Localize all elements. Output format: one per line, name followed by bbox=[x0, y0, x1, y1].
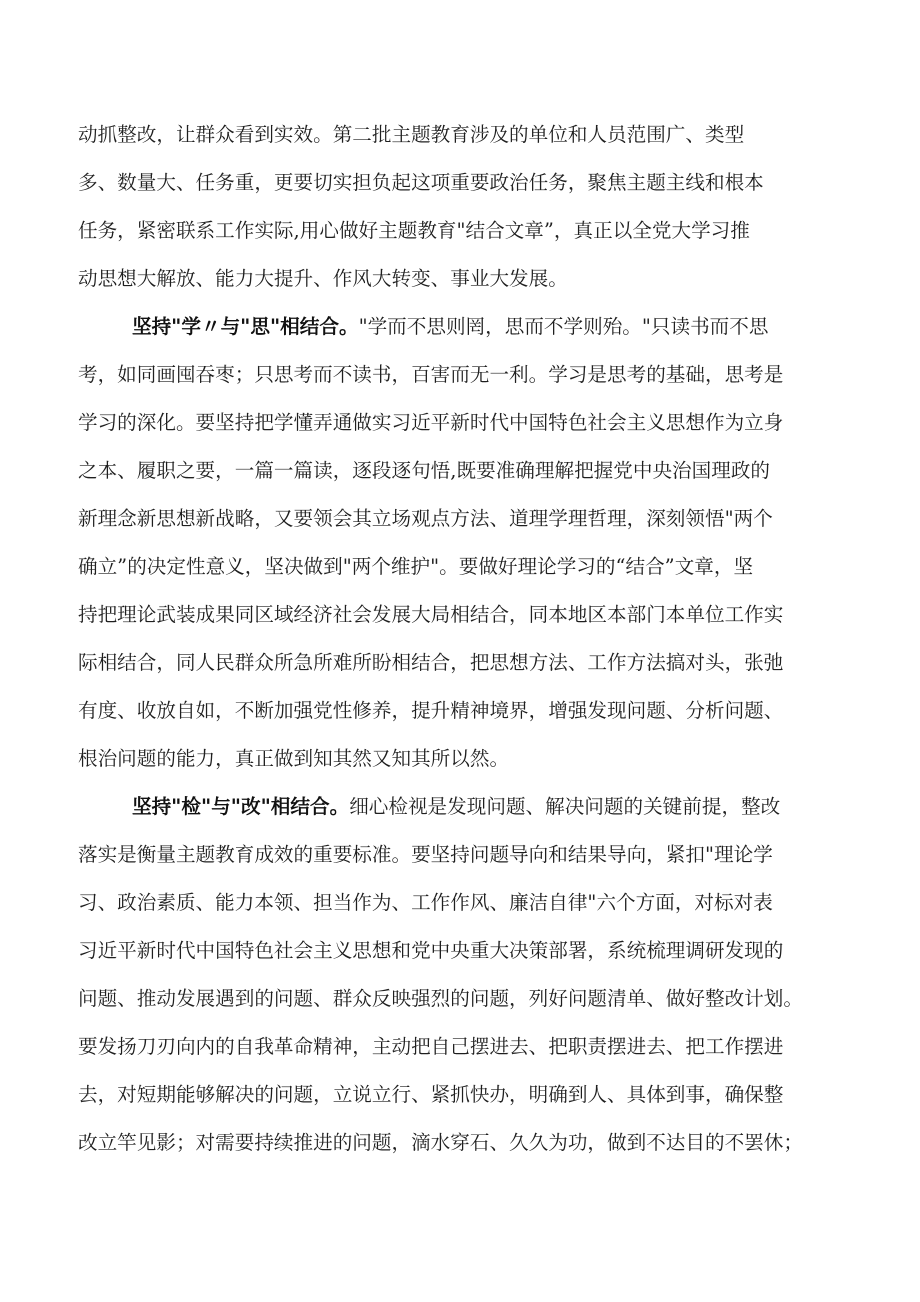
paragraph-1-line-4: 动思想大解放、能力大提升、作风大转变、事业大发展。 bbox=[78, 267, 568, 290]
paragraph-2-heading: 坚持"学〃与"思"相结合。 bbox=[132, 315, 359, 338]
paragraph-3-line-5: 问题、推动发展遇到的问题、群众反映强烈的问题，列好问题清单、做好整改计划。 bbox=[78, 987, 803, 1010]
paragraph-2-line-6: 确立”的决定性意义，坚决做到"两个维护"。要做好理论学习的“结合”文章，坚 bbox=[78, 555, 754, 578]
paragraph-3-heading: 坚持"检"与"改"相结合。 bbox=[132, 795, 350, 818]
paragraph-1-line-3: 任务，紧密联系工作实际,用心做好主题教育"结合文章”，真正以全党大学习推 bbox=[78, 219, 750, 242]
paragraph-1-line-1: 动抓整改，让群众看到实效。第二批主题教育涉及的单位和人员范围广、类型 bbox=[78, 123, 745, 146]
paragraph-2-line-3: 学习的深化。要坚持把学懂弄通做实习近平新时代中国特色社会主义思想作为立身 bbox=[78, 411, 784, 434]
paragraph-3-line-2: 落实是衡量主题教育成效的重要标准。要坚持问题导向和结果导向，紧扣"理论学 bbox=[78, 843, 773, 866]
paragraph-2-line-10: 根治问题的能力，真正做到知其然又知其所以然。 bbox=[78, 747, 510, 770]
paragraph-2-line-9: 有度、收放自如，不断加强党性修养，提升精神境界，增强发现问题、分析问题、 bbox=[78, 699, 784, 722]
paragraph-3-line-1 bbox=[132, 787, 780, 827]
paragraph-3-line-8: 改立竿见影；对需要持续推进的问题，滴水穿石、久久为功，做到不达目的不罢休； bbox=[78, 1131, 803, 1154]
paragraph-2-line-1 bbox=[132, 307, 768, 347]
paragraph-2-line-8: 际相结合，同人民群众所急所难所盼相结合，把思想方法、工作方法搞对头，张弛 bbox=[78, 651, 784, 674]
paragraph-3-line-1-text: 细心检视是发现问题、解决问题的关键前提，整改 bbox=[349, 795, 781, 818]
paragraph-2-line-2: 考，如同画囤吞枣；只思考而不读书，百害而无一利。学习是思考的基础，思考是 bbox=[78, 363, 784, 386]
paragraph-3-line-7: 去，对短期能够解决的问题，立说立行、紧抓快办，明确到人、具体到事，确保整 bbox=[78, 1083, 784, 1106]
paragraph-2-line-5: 新理念新思想新战略，又要领会其立场观点方法、道理学理哲理，深刻领悟"两个 bbox=[78, 507, 773, 530]
paragraph-3-line-6: 要发扬刀刃向内的自我革命精神，主动把自己摆进去、把职责摆进去、把工作摆进 bbox=[78, 1035, 784, 1058]
paragraph-3-line-4: 习近平新时代中国特色社会主义思想和党中央重大决策部署，系统梳理调研发现的 bbox=[78, 939, 784, 962]
paragraph-1-line-2: 多、数量大、任务重，更要切实担负起这项重要政治任务，聚焦主题主线和根本 bbox=[78, 171, 764, 194]
paragraph-3-line-3: 习、政治素质、能力本领、担当作为、工作作风、廉洁自律"六个方面，对标对表 bbox=[78, 891, 773, 914]
paragraph-2-line-7: 持把理论武装成果同区域经济社会发展大局相结合，同本地区本部门本单位工作实 bbox=[78, 603, 784, 626]
paragraph-2-line-4: 之本、履职之要，一篇一篇读，逐段逐句悟,既要准确理解把握党中央治国理政的 bbox=[78, 459, 771, 482]
paragraph-2-line-1-text: "学而不思则罔，思而不学则殆。"只读书而不思 bbox=[358, 315, 769, 338]
